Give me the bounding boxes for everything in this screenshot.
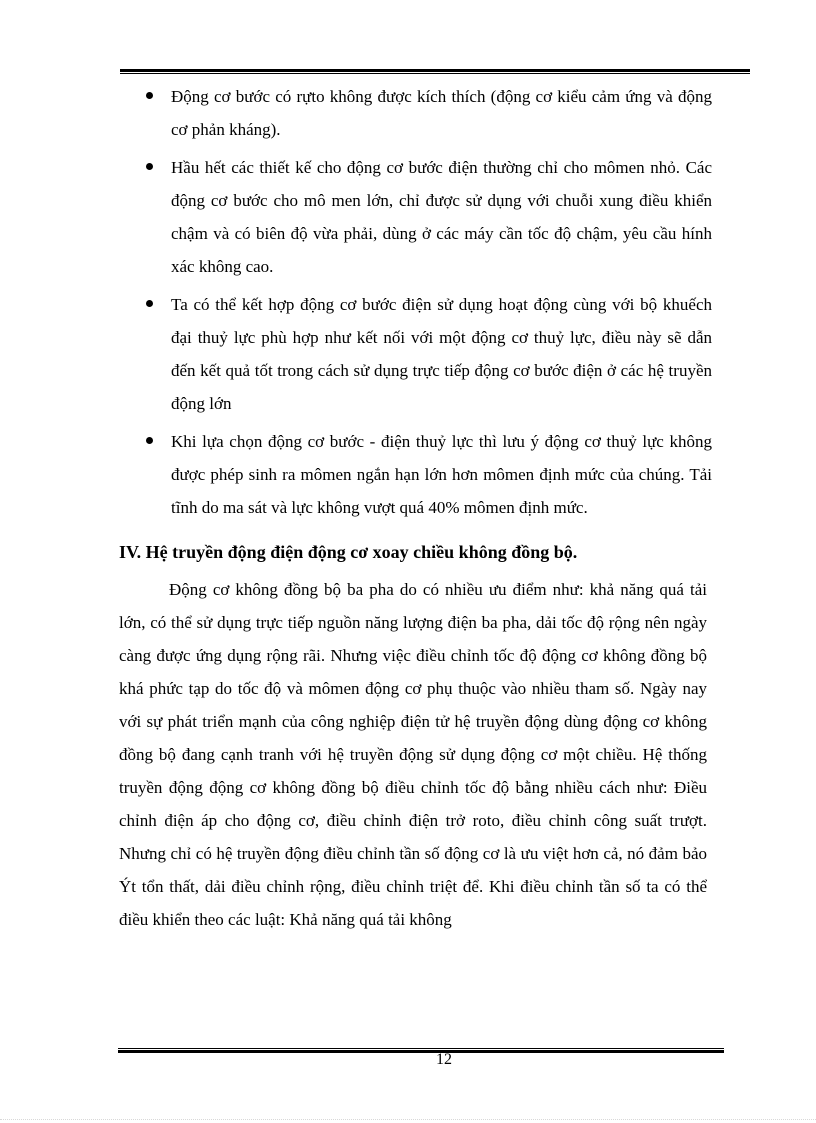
- bullet-text: Khi lựa chọn động cơ bước - điện thuỷ lực thì lưu ý động cơ thuỷ lực không được phép sinh ra mômen ngắn hạn lớn hơn mômen định mức của chúng. Tải tĩnh do ma sát và lực không vượt quá 40% mômen định mức.: [171, 432, 712, 517]
- footer-rule-thin: [118, 1048, 724, 1049]
- bullet-list: [138, 80, 712, 529]
- page-bottom-edge: [0, 1119, 816, 1121]
- section-paragraph: Động cơ không đồng bộ ba pha do có nhiều ưu điểm như: khả năng quá tải lớn, có thể sử dụng trực tiếp nguồn năng lượng điện ba pha, dải tốc độ rộng nên ngày càng được ứng dụng rộng rãi. Nhưng việc điều chỉnh tốc độ động cơ không đồng bộ khá phức tạp do tốc độ và mômen động cơ phụ thuộc vào nhiều tham số. Ngày nay với sự phát triển mạnh của công nghiệp điện tử hệ truyền động dùng động cơ không đồng bộ đang cạnh tranh với hệ truyền động sử dụng động cơ một chiều. Hệ thống truyền động động cơ không đồng bộ điều chỉnh tốc độ bằng nhiều cách như: Điều chỉnh điện áp cho động cơ, điều chỉnh điện trở roto, điều chỉnh công suất trượt. Nhưng chỉ có hệ truyền động điều chỉnh tần số động cơ là ưu việt hơn cả, nó đảm bảo Ýt tổn thất, dải điều chỉnh rộng, điều chỉnh triệt để. Khi điều chỉnh tần số ta có thể điều khiển theo các luật: Khả năng quá tải không: [119, 580, 707, 929]
- header-rule-thin: [120, 73, 750, 74]
- bullet-text: Động cơ bước có rựto không được kích thích (động cơ kiểu cảm ứng và động cơ phản kháng).: [171, 87, 712, 139]
- bullet-dot-icon: [146, 163, 153, 170]
- header-rule: [120, 69, 750, 75]
- page-number: 12: [436, 1051, 452, 1068]
- header-rule-thick: [120, 69, 750, 72]
- section-heading: IV. Hệ truyền động điện động cơ xoay chiều không đồng bộ.: [119, 542, 578, 562]
- bullet-text: Hầu hết các thiết kế cho động cơ bước điện thường chỉ cho mômen nhỏ. Các động cơ bước cho mô men lớn, chỉ được sử dụng với chuỗi xung điều khiển chậm và có biên độ vừa phải, dùng ở các máy cần tốc độ chậm, yêu cầu hính xác không cao.: [171, 158, 712, 276]
- bullet-item: [138, 80, 712, 146]
- bullet-item: [138, 288, 712, 420]
- bullet-item: [138, 151, 712, 283]
- bullet-dot-icon: [146, 437, 153, 444]
- bullet-dot-icon: [146, 300, 153, 307]
- bullet-text: Ta có thể kết hợp động cơ bước điện sử dụng hoạt động cùng với bộ khuếch đại thuỷ lực phù hợp như kết nối với một động cơ thuỷ lực, điều này sẽ dẫn đến kết quả tốt trong cách sử dụng trực tiếp động cơ bước điện ở các hệ truyền động lớn: [171, 295, 712, 413]
- bullet-dot-icon: [146, 92, 153, 99]
- bullet-item: [138, 425, 712, 524]
